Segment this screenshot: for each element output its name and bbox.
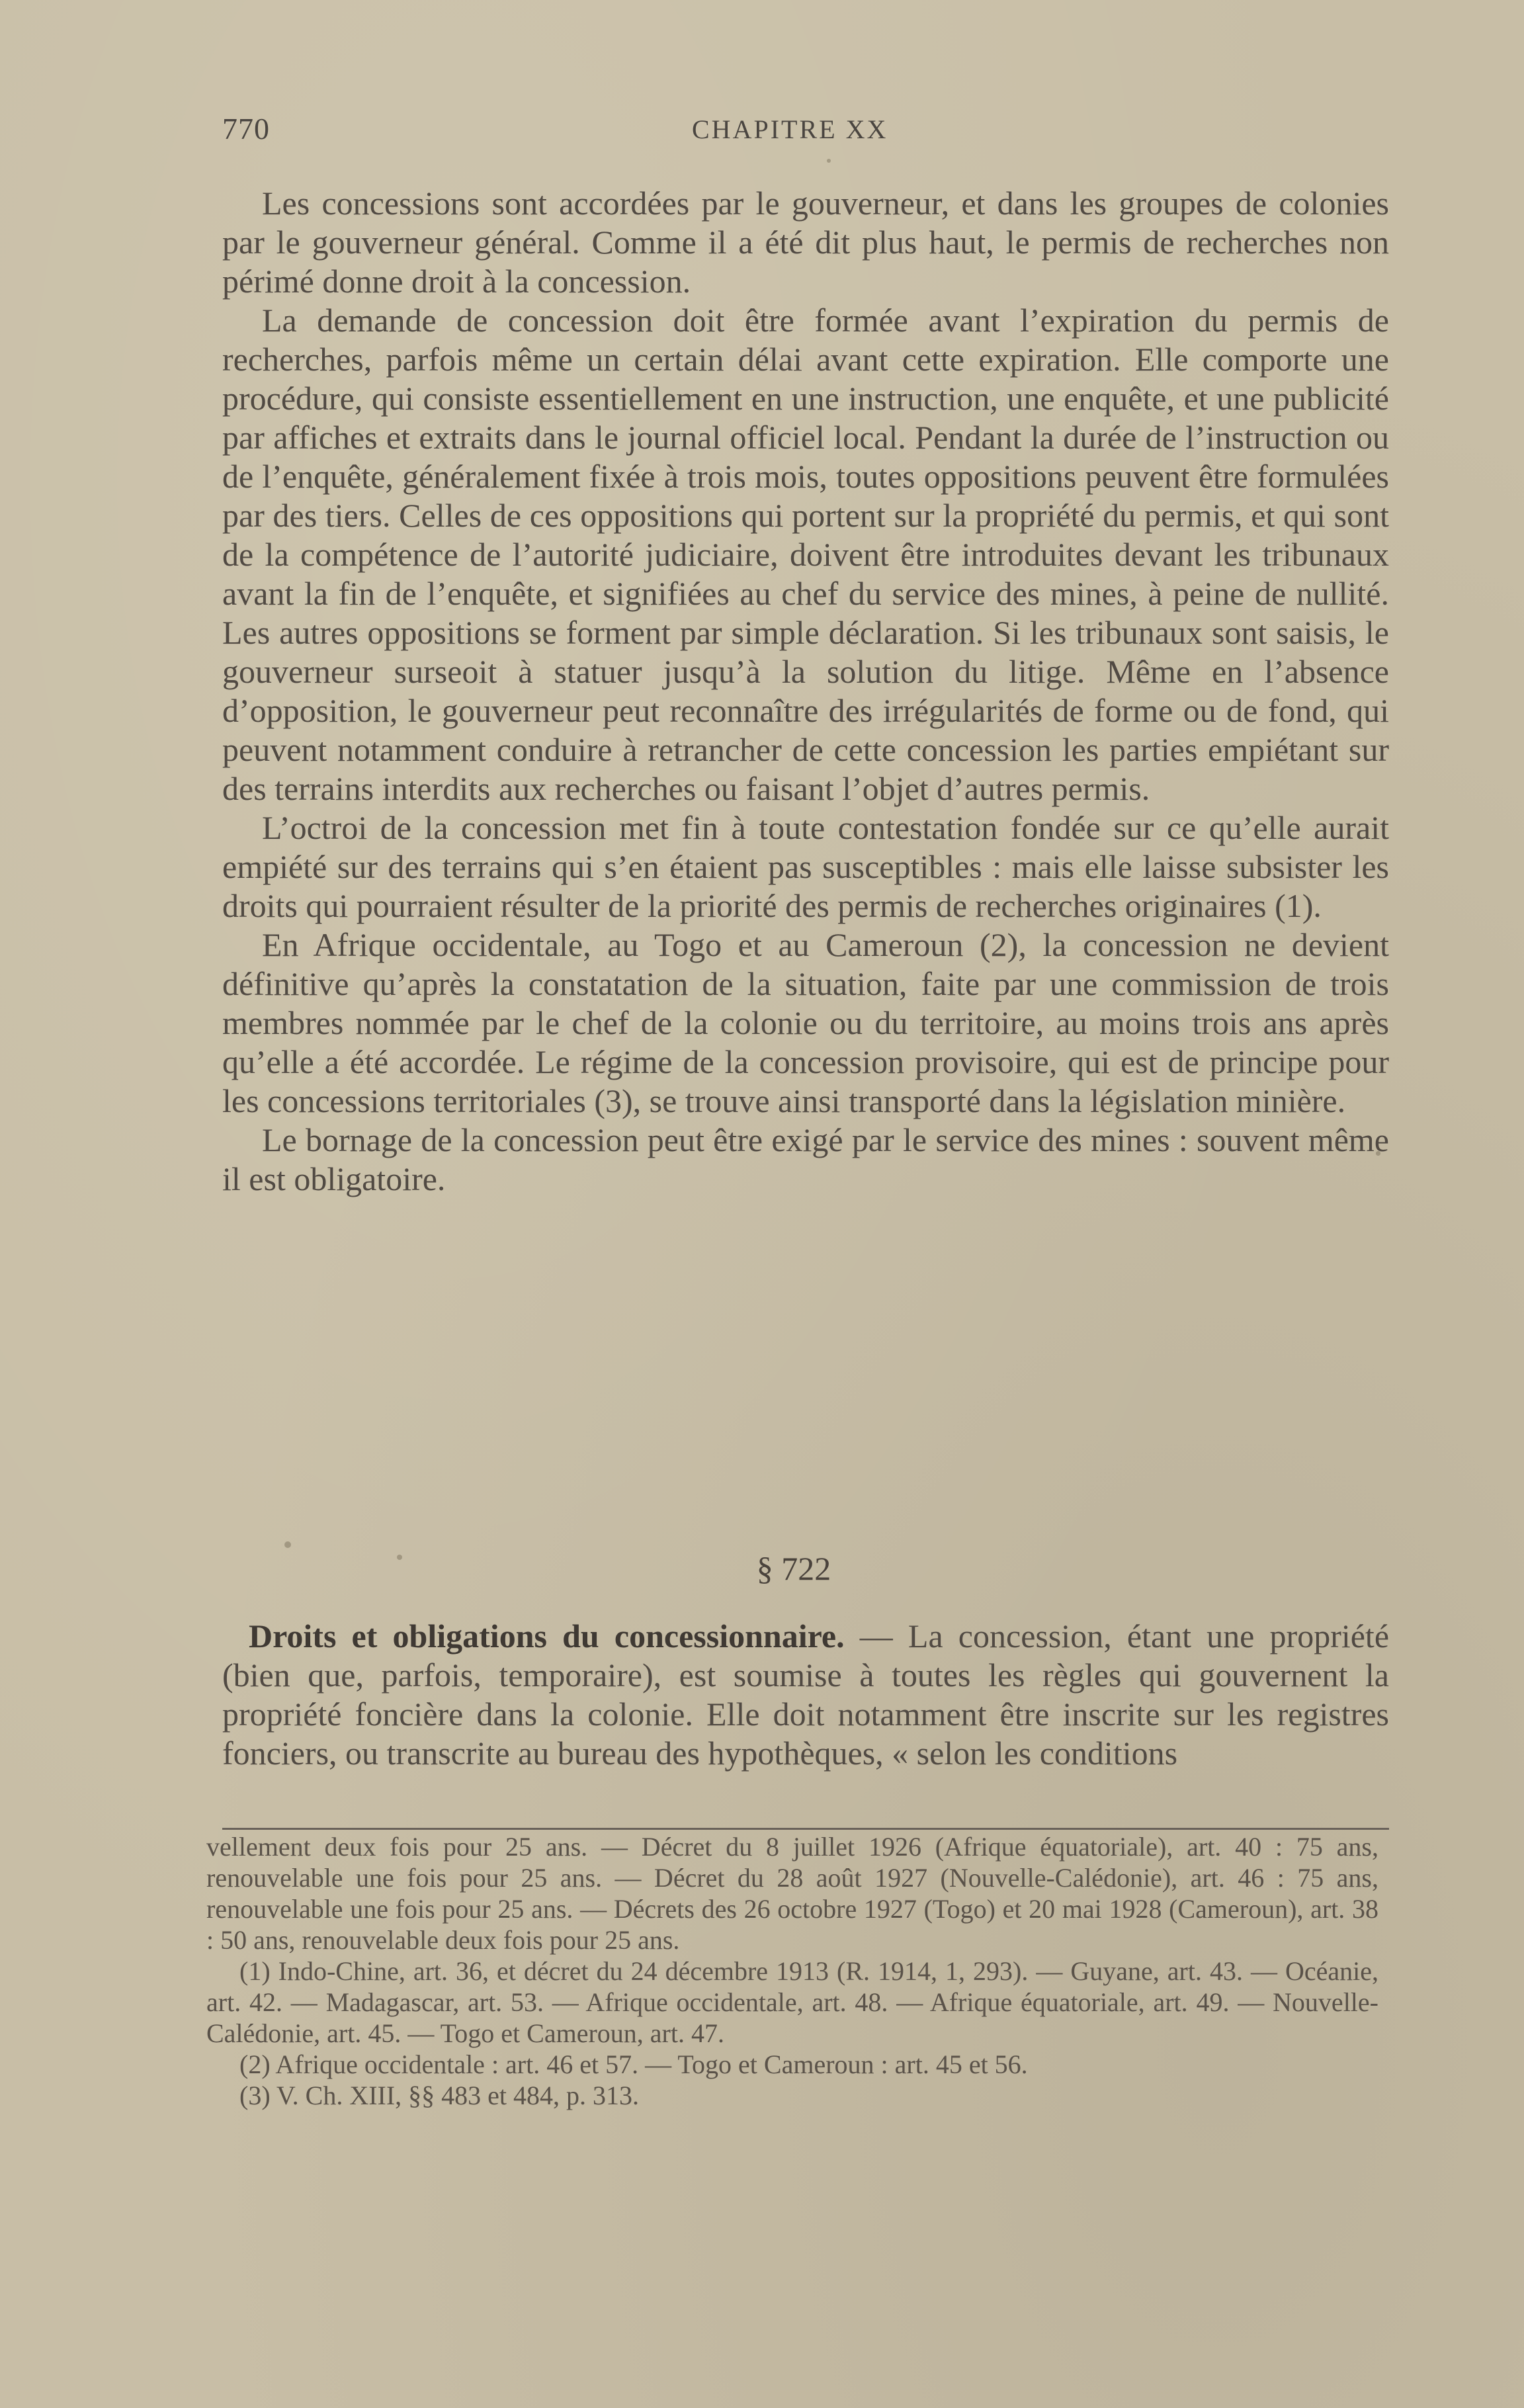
section-text: — La concession, étant une propriété (bien que, parfois, temporaire), est soumise à toutes les règles qui gouvernent la propriété foncière dans la colonie. Elle doit notamment être inscrite sur les registres fonciers, ou transcrite au bureau des hypothèques, « selon les conditions — [222, 1617, 1390, 1772]
section-body — [222, 1617, 1389, 1773]
footnote: (2) Afrique occidentale : art. 46 et 57. — Togo et Cameroun : art. 45 et 56. — [239, 2049, 1028, 2079]
paper-speck — [1376, 1151, 1380, 1156]
footnote: (3) V. Ch. XIII, §§ 483 et 484, p. 313. — [239, 2081, 640, 2110]
footnotes — [206, 1831, 1378, 2111]
paragraph: En Afrique occidentale, au Togo et au Cameroun (2), la concession ne devient définitive qu’après la constatation de la situation, faite par une commission de trois membres nommée par le chef de la colonie ou du territoire, au moins trois ans après qu’elle a été accordée. Le régime de la concession provisoire, qui est de principe pour les concessions territoriales (3), se trouve ainsi transporté dans la législation minière. — [222, 926, 1389, 1119]
paper-speck — [284, 1541, 291, 1548]
paragraph: La demande de concession doit être formée avant l’expiration du permis de recherches, parfois même un certain délai avant cette expiration. Elle comporte une procédure, qui consiste essentiellement en une instruction, une enquête, et une publicité par affiches et extraits dans le journal officiel local. Pendant la durée de l’instruction ou de l’enquête, généralement fixée à trois mois, toutes oppositions peuvent être formulées par des tiers. Celles de ces oppositions qui portent sur la propriété du permis, et qui sont de la compétence de l’autorité judiciaire, doivent être introduites devant les tribunaux avant la fin de l’enquête, et signifiées au chef du service des mines, à peine de nullité. Les autres oppositions se forment par simple déclaration. Si les tribunaux sont saisis, le gouverneur surseoit à statuer jusqu’à la solution du litige. Même en l’absence d’opposition, le gouverneur peut reconnaître des irrégularités de forme ou de fond, qui peuvent notamment conduire à retrancher de cette concession les parties empiétant sur des terrains interdits aux recherches ou faisant l’objet d’autres permis. — [222, 302, 1389, 807]
body-text — [222, 184, 1389, 1199]
section-number: § 722 — [756, 1550, 831, 1587]
section-title: Droits et obligations du concessionnaire. — [249, 1617, 845, 1655]
paper-speck — [827, 159, 831, 163]
section-paragraph — [222, 1617, 1389, 1773]
paper-speck — [397, 1555, 402, 1560]
paragraph: Le bornage de la concession peut être exigé par le service des mines : souvent même il est obligatoire. — [222, 1121, 1389, 1197]
page-header — [222, 111, 1380, 151]
page-number: 770 — [222, 112, 270, 146]
paragraph: L’octroi de la concession met fin à toute contestation fondée sur ce qu’elle aurait empiété sur des terrains qui s’en étaient pas susceptibles : mais elle laisse subsister les droits qui pourraient résulter de la priorité des permis de recherches originaires (1). — [222, 809, 1389, 924]
footnote-continuation: vellement deux fois pour 25 ans. — Décret du 8 juillet 1926 (Afrique équatoriale), art. 40 : 75 ans, renouvelable une fois pour 25 ans. — Décret du 28 août 1927 (Nouvelle-Calédonie), art. 46 : 75 ans, renouvelable une fois pour 25 ans. — Décrets des 26 octobre 1927 (Togo) et 20 mai 1928 (Cameroun), art. 38 : 50 ans, renouvelable deux fois pour 25 ans. — [206, 1832, 1378, 1955]
running-head: CHAPITRE XX — [692, 114, 888, 144]
footnote: (1) Indo-Chine, art. 36, et décret du 24 décembre 1913 (R. 1914, 1, 293). — Guyane, art. 43. — Océanie, art. 42. — Madagascar, art. 53. — Afrique occidentale, art. 48. — Afrique équatoriale, art. 49. — Nouvelle-Calédonie, art. 45. — Togo et Cameroun, art. 47. — [206, 1956, 1378, 2048]
footnote-divider — [222, 1828, 1389, 1830]
paragraph: Les concessions sont accordées par le gouverneur, et dans les groupes de colonies par le gouverneur général. Comme il a été dit plus haut, le permis de recherches non périmé donne droit à la concession. — [222, 185, 1389, 300]
